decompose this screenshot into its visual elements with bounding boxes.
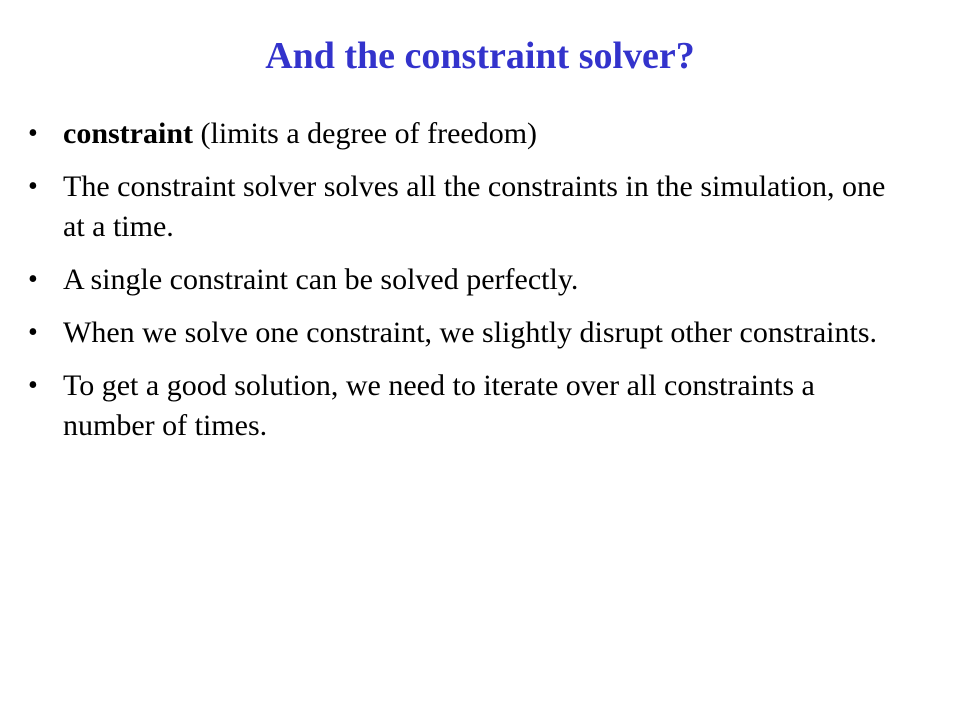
bullet-item-constraint-definition [28,114,908,154]
bullet-item-solver-description [28,167,908,247]
bullet-icon: • [28,171,38,202]
bullet-text: The constraint solver solves all the constraints in the simulation, one at a time. [63,170,886,243]
bullet-text: A single constraint can be solved perfectly. [63,263,579,296]
bullet-text: When we solve one constraint, we slightly disrupt other constraints. [63,316,877,349]
bullet-icon: • [28,264,38,295]
bullet-icon: • [28,370,38,401]
bullet-item-iteration [28,366,908,446]
bullet-list [28,114,908,459]
bullet-item-disruption [28,313,908,353]
bullet-text: To get a good solution, we need to iterate over all constraints a number of times. [63,369,815,442]
bullet-icon: • [28,317,38,348]
bullet-item-single-constraint [28,260,908,300]
bullet-icon: • [28,118,38,149]
bullet-text: (limits a degree of freedom) [193,117,538,150]
bullet-bold-term: constraint [63,117,193,150]
slide-title: And the constraint solver? [265,35,695,77]
